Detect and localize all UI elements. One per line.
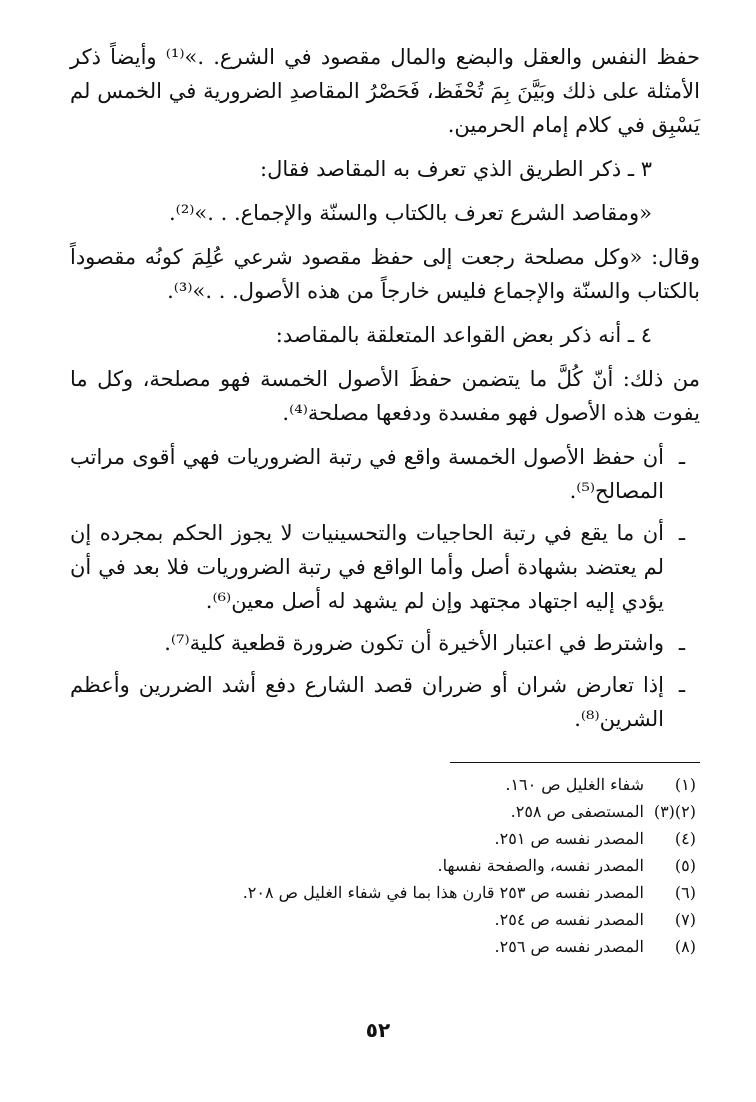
- page-content: [70, 40, 700, 960]
- list-dash: ـ: [678, 521, 686, 545]
- footnote-number: (٢)(٣): [653, 802, 696, 821]
- footnote: [70, 825, 696, 852]
- footnote-text: شفاء الغليل ص ١٦٠.: [505, 775, 644, 794]
- footnote: [70, 933, 696, 960]
- footnote-text: المصدر نفسه ص ٢٥١.: [494, 829, 644, 848]
- footnote-text: المصدر نفسه، والصفحة نفسها.: [437, 856, 644, 875]
- footnote-number: (٥): [674, 856, 696, 875]
- footnote: [70, 879, 696, 906]
- page-number: ٥٢: [365, 1018, 391, 1042]
- footnote-text: المصدر نفسه ص ٢٥٤.: [494, 910, 644, 929]
- footnote: [70, 906, 696, 933]
- footnote-text: المستصفى ص ٢٥٨.: [510, 802, 644, 821]
- footnotes: [70, 771, 700, 960]
- paragraph-1: حفظ النفس والعقل والبضع والمال مقصود في الشرع. .»⁽¹⁾ وأيضاً ذكر الأمثلة على ذلك وبَيَّنَ بِمَ تُحْفَظ، فَحَصْرُ المقاصدِ الضرورية في الخمس لم يَسْبِق في كلام إمام الحرمين.: [70, 45, 700, 137]
- list-item-text: إذا تعارض شران أو ضرران قصد الشارع دفع أشد الضررين وأعظم الشرين⁽⁸⁾.: [70, 673, 664, 731]
- list-dash: ـ: [678, 673, 686, 697]
- footnote-text: المصدر نفسه ص ٢٥٦.: [494, 937, 644, 956]
- footnote-number: (٤): [674, 829, 696, 848]
- list-item: [70, 516, 700, 618]
- footnote-text: المصدر نفسه ص ٢٥٣ قارن هذا بما في شفاء الغليل ص ٢٠٨.: [242, 883, 644, 902]
- list-item-text: أن ما يقع في رتبة الحاجيات والتحسينيات لا يجوز الحكم بمجرده إن لم يعتضد بشهادة أصل وأما الواقع في رتبة الضروريات فلا بعد في أن يؤدي إليه اجتهاد مجتهد وإن لم يشهد له أصل معين⁽⁶⁾.: [70, 521, 664, 613]
- list-item: [70, 626, 700, 660]
- footnote-number: (٦): [674, 883, 696, 902]
- footnote: [70, 771, 696, 798]
- point-4-heading: ٤ ـ أنه ذكر بعض القواعد المتعلقة بالمقاصد:: [275, 323, 652, 347]
- footnote-number: (٨): [674, 937, 696, 956]
- footnote: [70, 852, 696, 879]
- list-dash: ـ: [678, 631, 686, 655]
- list-dash: ـ: [678, 445, 686, 469]
- paragraph-rules-intro: من ذلك: أنّ كُلَّ ما يتضمن حفظَ الأصول الخمسة فهو مصلحة، وكل ما يفوت هذه الأصول فهو مفسدة ودفعها مصلحة⁽⁴⁾.: [70, 367, 700, 425]
- list-item-text: أن حفظ الأصول الخمسة واقع في رتبة الضروريات فهي أقوى مراتب المصالح⁽⁵⁾.: [70, 445, 664, 503]
- footnote-divider: [450, 762, 700, 763]
- list-item: [70, 668, 700, 736]
- footnote: [70, 798, 696, 825]
- list-item-text: واشترط في اعتبار الأخيرة أن تكون ضرورة قطعية كلية⁽⁷⁾.: [164, 631, 664, 655]
- list-item: [70, 440, 700, 508]
- point-3-heading: ٣ ـ ذكر الطريق الذي تعرف به المقاصد فقال:: [260, 157, 652, 181]
- footnote-number: (٧): [674, 910, 696, 929]
- paragraph-maslaha-quote: وقال: «وكل مصلحة رجعت إلى حفظ مقصود شرعي عُلِمَ كونُه مقصوداً بالكتاب والسنّة والإجماع فليس خارجاً من هذه الأصول. . .»⁽³⁾.: [70, 245, 700, 303]
- footnote-number: (١): [674, 775, 696, 794]
- quote-maqasid-sources: «ومقاصد الشرع تعرف بالكتاب والسنّة والإجماع. . .»⁽²⁾.: [168, 201, 652, 225]
